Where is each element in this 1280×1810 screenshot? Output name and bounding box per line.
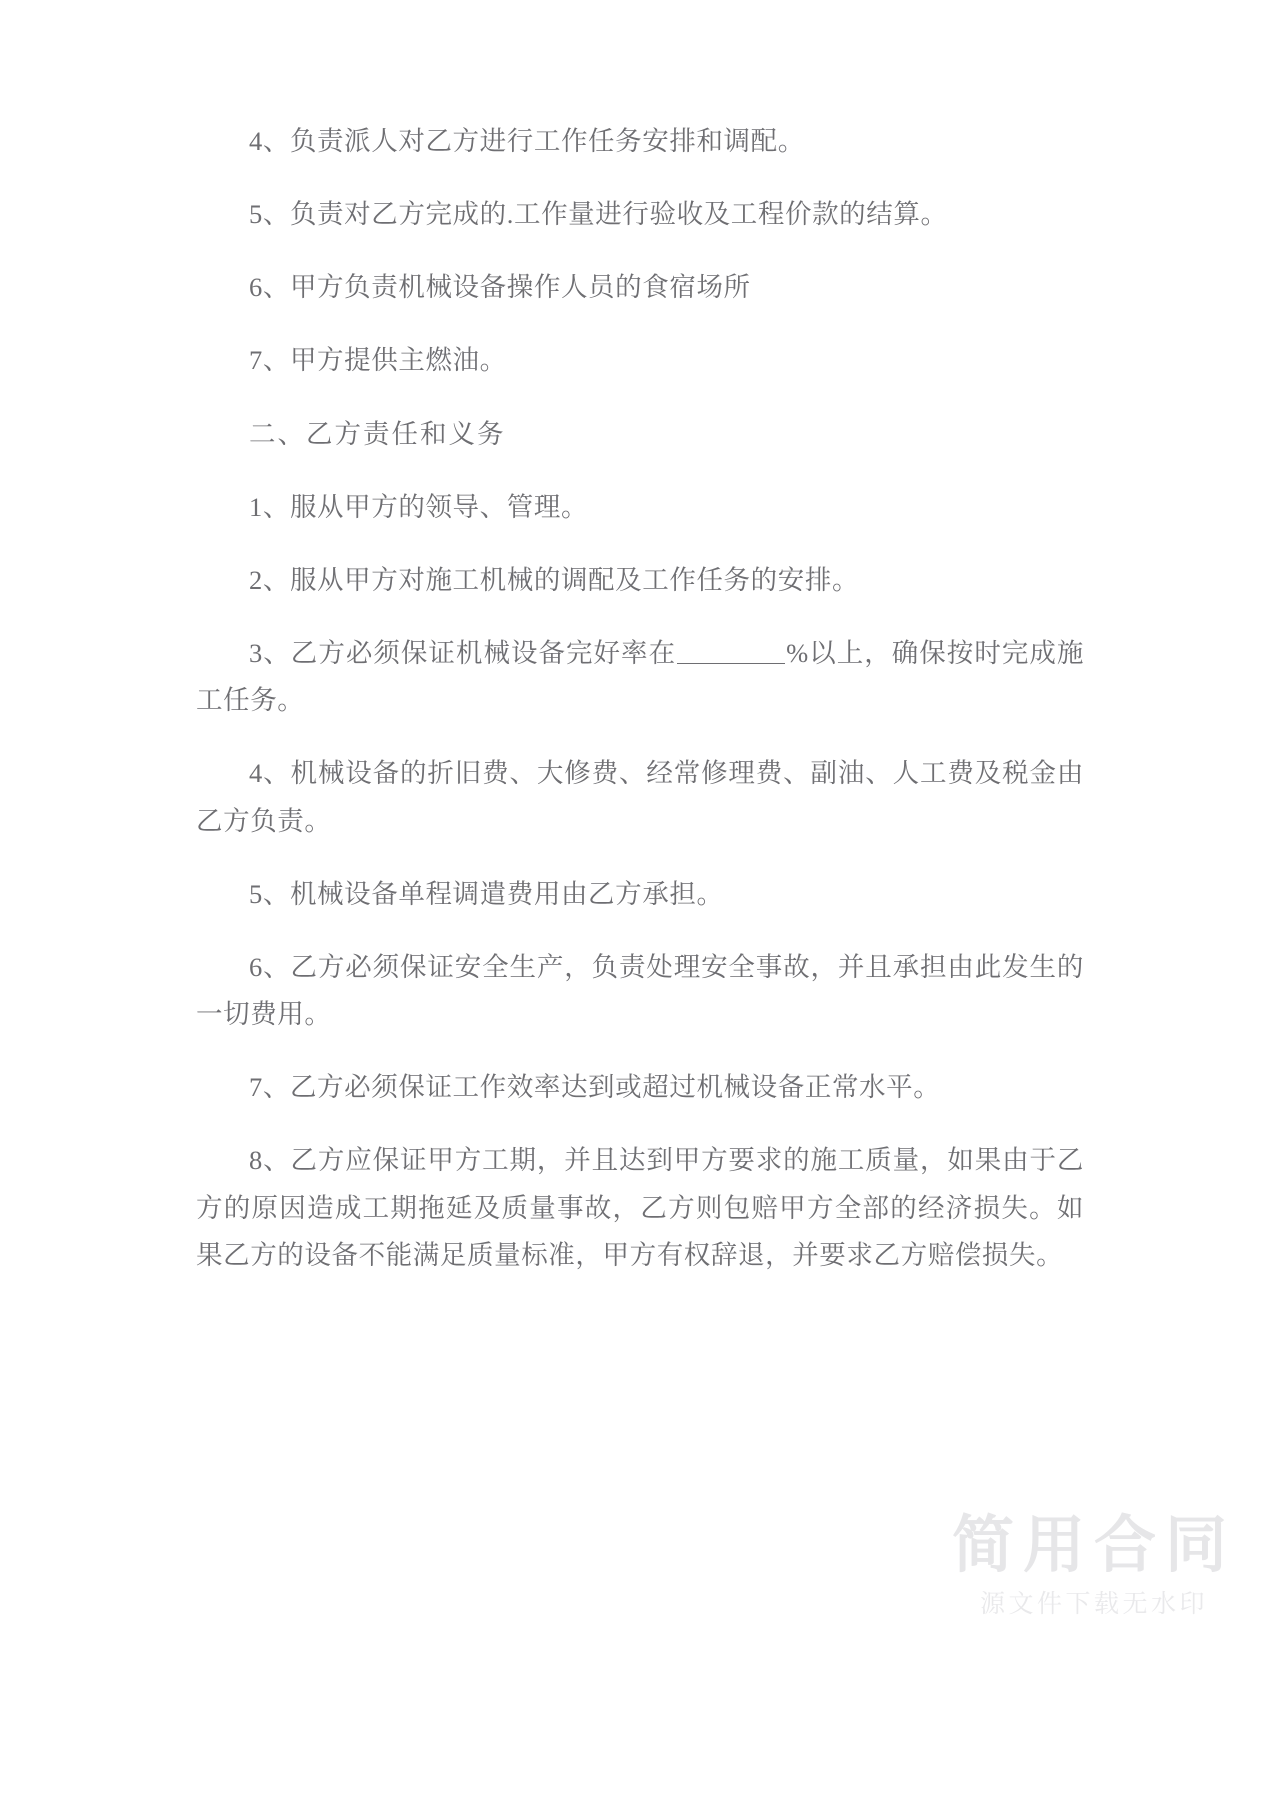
watermark-brand-text: 简用合同 — [951, 1507, 1236, 1581]
clause-a-7: 7、甲方提供主燃油。 — [249, 345, 507, 376]
clause-b-4: 4、机械设备的折旧费、大修费、经常修理费、副油、人工费及税金由乙方负责。 — [196, 758, 1084, 836]
clause-a-5: 5、负责对乙方完成的.工作量进行验收及工程价款的结算。 — [249, 199, 948, 230]
clause-a-4: 4、负责派人对乙方进行工作任务安排和调配。 — [249, 126, 805, 156]
clause-b-8: 8、乙方应保证甲方工期，并且达到甲方要求的施工质量，如果由于乙方的原因造成工期拖延及质量事故，乙方则包赔甲方全部的经济损失。如果乙方的设备不能满足质量标准，甲方有权辞退，并要求乙方赔偿损失。 — [196, 1145, 1084, 1270]
watermark — [951, 1507, 1236, 1622]
clause-b-3 — [196, 630, 1084, 724]
clause-b-3-text-after-blank: %以上，确保按时完成施工任务。 — [196, 638, 1084, 716]
equipment-rate-blank-field[interactable] — [677, 637, 785, 665]
clause-a-6: 6、甲方负责机械设备操作人员的食宿场所 — [249, 272, 751, 303]
clause-b-7: 7、乙方必须保证工作效率达到或超过机械设备正常水平。 — [249, 1072, 941, 1103]
section-heading-party-b-duties: 二、乙方责任和义务 — [249, 418, 506, 449]
watermark-subtitle-text: 源文件下载无水印 — [979, 1588, 1208, 1618]
clause-b-3-text-before-blank: 3、乙方必须保证机械设备完好率在 — [249, 638, 677, 669]
clause-b-6: 6、乙方必须保证安全生产，负责处理安全事故，并且承担由此发生的一切费用。 — [196, 951, 1084, 1030]
document-body — [196, 118, 1084, 1305]
clause-b-5: 5、机械设备单程调遣费用由乙方承担。 — [249, 878, 724, 909]
clause-b-1: 1、服从甲方的领导、管理。 — [249, 491, 589, 522]
clause-b-2: 2、服从甲方对施工机械的调配及工作任务的安排。 — [249, 564, 860, 595]
